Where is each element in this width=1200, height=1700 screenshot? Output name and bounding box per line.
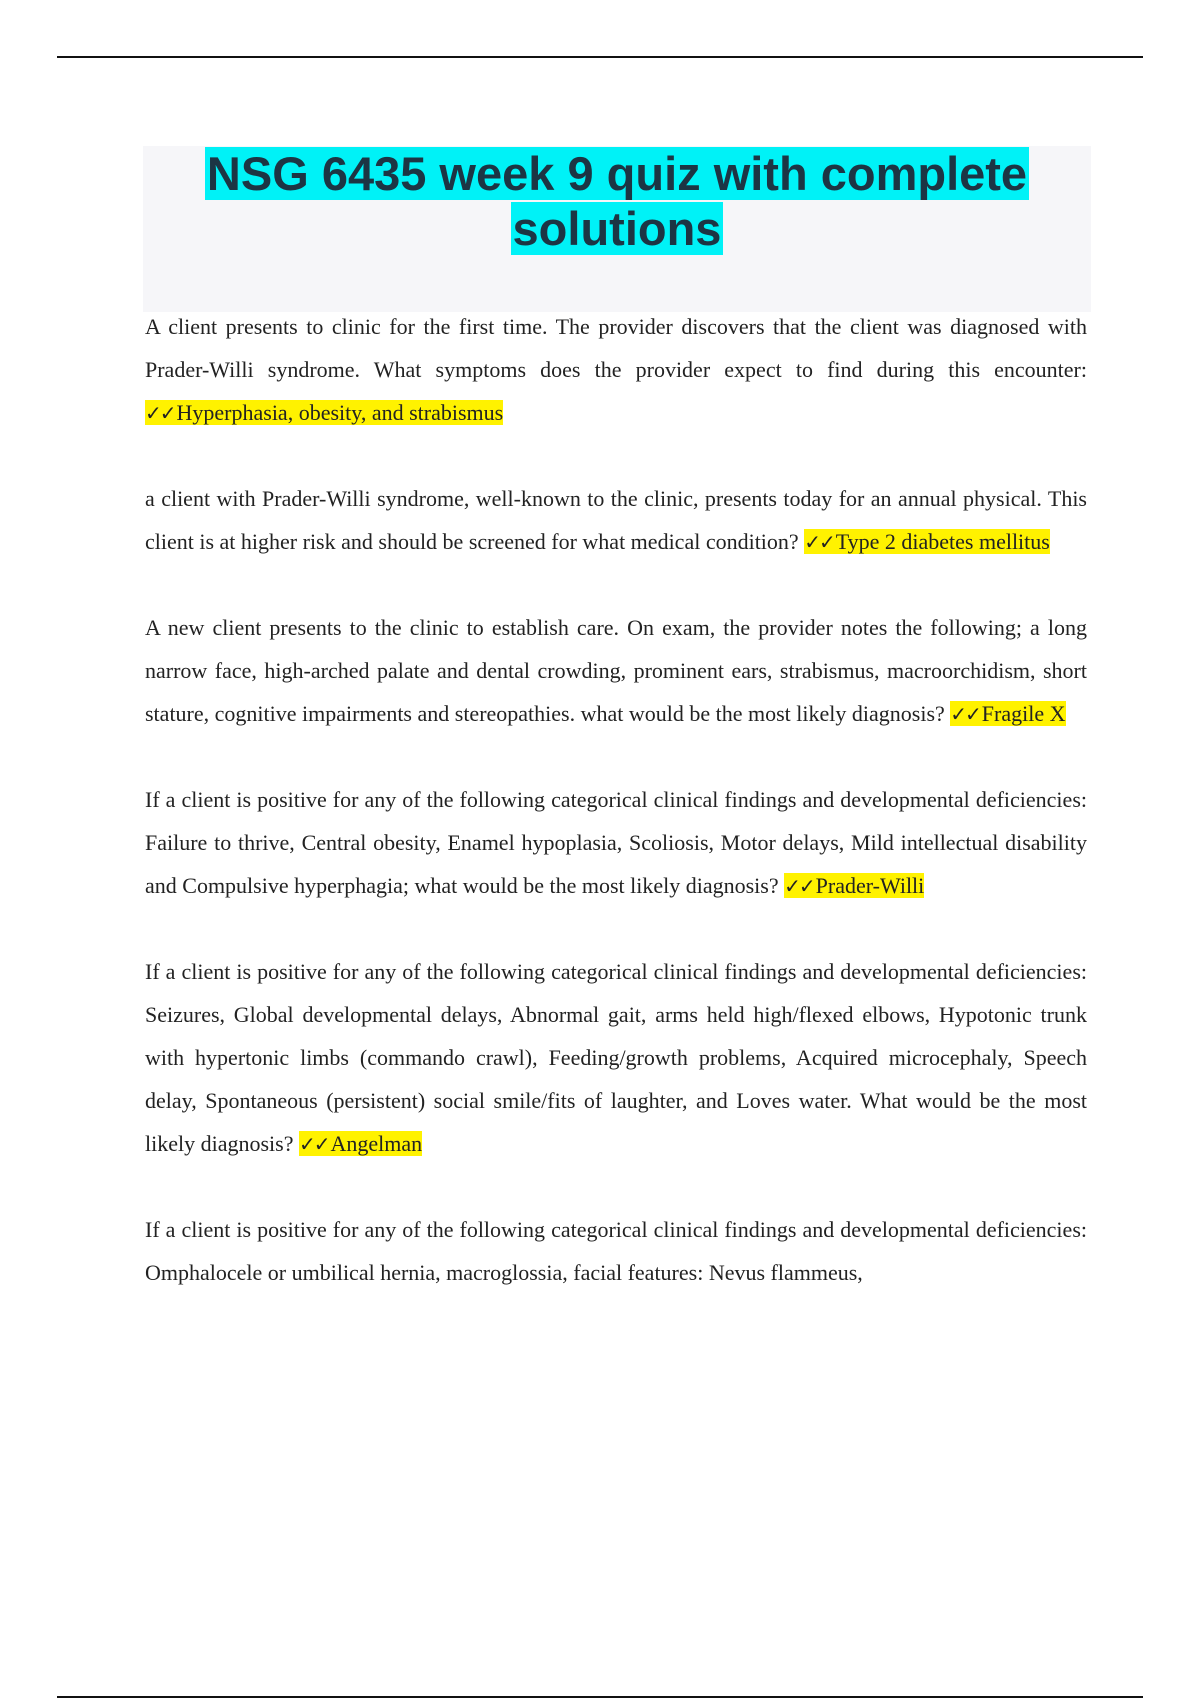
question-text: If a client is positive for any of the following categorical clinical findings and developmental deficiencies: Omphalocele or umbilical hernia, macroglossia, facial features: Nevus flammeus, (145, 1217, 1087, 1285)
question-text: A client presents to clinic for the first time. The provider discovers that the client was diagnosed with Prader-Willi syndrome. What symptoms does the provider expect to find during this encounter: (145, 314, 1087, 382)
double-check-icon: ✓✓ (804, 530, 834, 554)
qa-item-6 (145, 1208, 1087, 1294)
answer-highlight (950, 701, 1065, 726)
qa-item-4 (145, 778, 1087, 908)
double-check-icon: ✓✓ (298, 1132, 329, 1156)
footer-rule (57, 1696, 1143, 1698)
answer-highlight (299, 1131, 422, 1156)
document-body (145, 305, 1087, 1336)
title-block (143, 146, 1091, 312)
answer-text: Angelman (330, 1131, 423, 1156)
answer-highlight (784, 873, 924, 898)
double-check-icon: ✓✓ (950, 702, 980, 726)
qa-item-3 (145, 606, 1087, 736)
qa-item-2 (145, 477, 1087, 564)
header-rule (57, 56, 1143, 58)
double-check-icon: ✓✓ (145, 401, 175, 425)
answer-highlight (145, 400, 503, 425)
question-text: a client with Prader-Willi syndrome, well-known to the clinic, presents today for an annual physical. This client is at higher risk and should be screened for what medical condition? (145, 486, 1087, 554)
question-text: If a client is positive for any of the following categorical clinical findings and developmental deficiencies: Failure to thrive, Central obesity, Enamel hypoplasia, Scoliosis, Motor delays, Mild intellectual disability and Compulsive hyperphagia; what would be the most likely diagnosis? (145, 787, 1087, 898)
question-text: A new client presents to the clinic to establish care. On exam, the provider notes the following; a long narrow face, high-arched palate and dental crowding, prominent ears, strabismus, macroorchidism, short stature, cognitive impairments and stereopathies. what would be the most likely diagnosis? (145, 615, 1087, 726)
answer-highlight (804, 529, 1050, 554)
answer-text: Type 2 diabetes mellitus (835, 529, 1050, 554)
answer-text: Prader-Willi (815, 873, 925, 898)
qa-item-1 (145, 305, 1087, 435)
document-title-text: NSG 6435 week 9 quiz with complete solutions (206, 147, 1028, 255)
document-title (143, 146, 1091, 256)
qa-item-5 (145, 950, 1087, 1166)
answer-text: Fragile X (981, 701, 1066, 726)
answer-text: Hyperphasia, obesity, and strabismus (176, 400, 504, 425)
question-text: If a client is positive for any of the following categorical clinical findings and developmental deficiencies: Seizures, Global developmental delays, Abnormal gait, arms held high/flexed elbows, Hypotonic trunk with hypertonic limbs (commando crawl), Feeding/growth problems, Acquired microcephaly, Speech delay, Spontaneous (persistent) social smile/fits of laughter, and Loves water. What would be the most likely diagnosis? (145, 959, 1087, 1156)
double-check-icon: ✓✓ (784, 874, 814, 898)
